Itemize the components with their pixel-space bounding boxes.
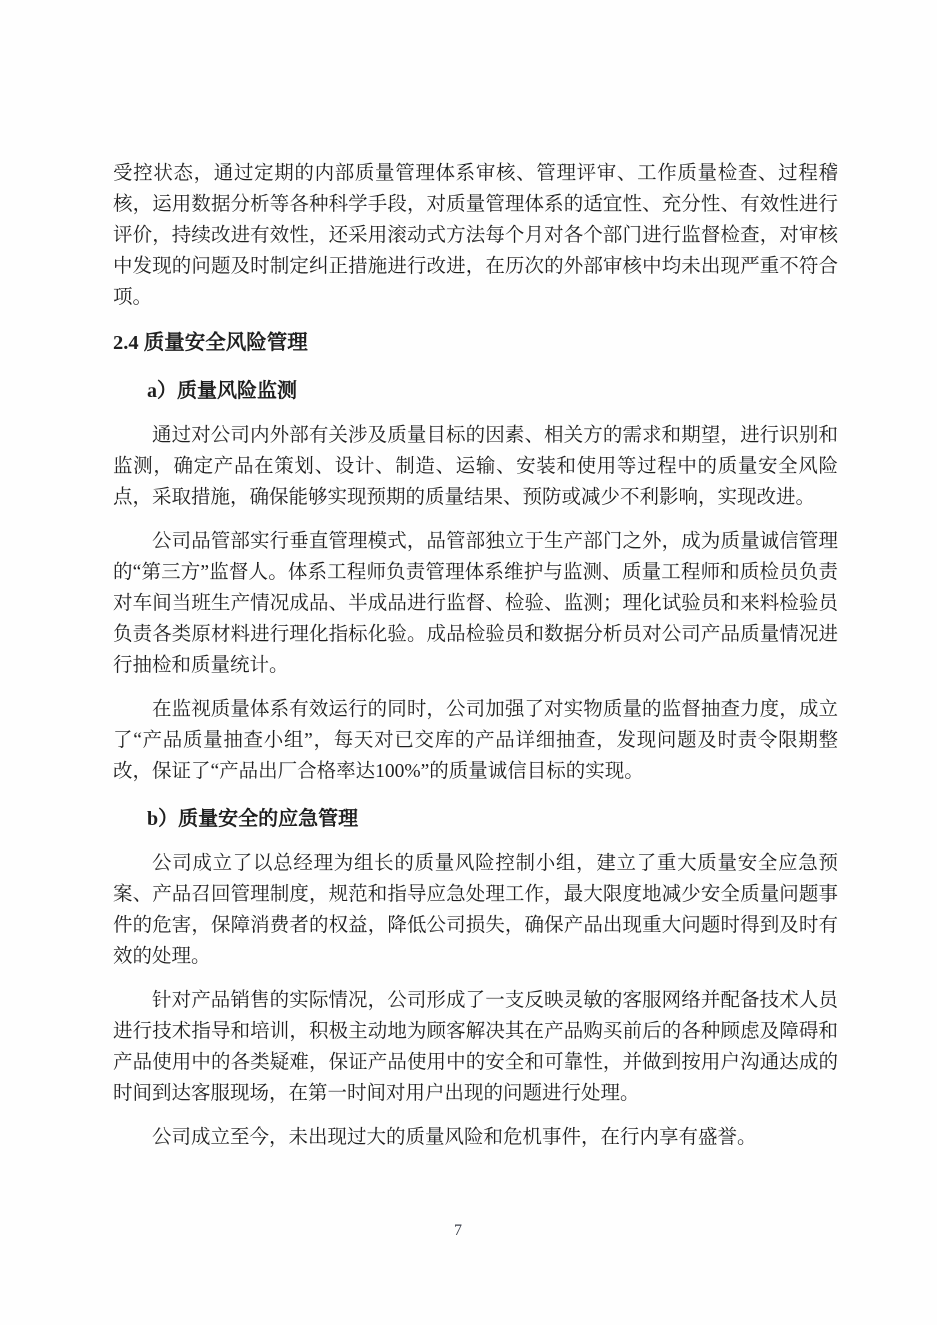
page-number: 7 xyxy=(454,1222,462,1239)
paragraph-a-3: 在监视质量体系有效运行的同时，公司加强了对实物质量的监督抽查力度，成立了“产品质量抽查小组”，每天对已交库的产品详细抽查，发现问题及时责令限期整改，保证了“产品出厂合格率达100%”的质量诚信目标的实现。 xyxy=(113,699,838,782)
paragraph-a-1: 通过对公司内外部有关涉及质量目标的因素、相关方的需求和期望，进行识别和监测，确定产品在策划、设计、制造、运输、安装和使用等过程中的质量安全风险点，采取措施，确保能够实现预期的质量结果、预防或减少不利影响，实现改进。 xyxy=(113,425,838,508)
paragraph-b-1: 公司成立了以总经理为组长的质量风险控制小组，建立了重大质量安全应急预案、产品召回管理制度，规范和指导应急处理工作，最大限度地减少安全质量问题事件的危害，保障消费者的权益，降低公司损失，确保产品出现重大问题时得到及时有效的处理。 xyxy=(113,853,838,967)
paragraph-a-2: 公司品管部实行垂直管理模式，品管部独立于生产部门之外，成为质量诚信管理的“第三方”监督人。体系工程师负责管理体系维护与监测、质量工程师和质检员负责对车间当班生产情况成品、半成品进行监督、检验、监测；理化试验员和来料检验员负责各类原材料进行理化指标化验。成品检验员和数据分析员对公司产品质量情况进行抽检和质量统计。 xyxy=(113,531,838,676)
subsection-heading-b: b）质量安全的应急管理 xyxy=(147,808,359,830)
intro-paragraph: 受控状态，通过定期的内部质量管理体系审核、管理评审、工作质量检查、过程稽核，运用数据分析等各种科学手段，对质量管理体系的适宜性、充分性、有效性进行评价，持续改进有效性，还采用滚动式方法每个月对各个部门进行监督检查，对审核中发现的问题及时制定纠正措施进行改进，在历次的外部审核中均未出现严重不符合项。 xyxy=(113,163,838,308)
paragraph-b-2: 针对产品销售的实际情况，公司形成了一支反映灵敏的客服网络并配备技术人员进行技术指导和培训，积极主动地为顾客解决其在产品购买前后的各种顾虑及障碍和产品使用中的各类疑难，保证产品使用中的安全和可靠性，并做到按用户沟通达成的时间到达客服现场，在第一时间对用户出现的问题进行处理。 xyxy=(113,990,838,1104)
paragraph-b-3: 公司成立至今，未出现过大的质量风险和危机事件，在行内享有盛誉。 xyxy=(152,1127,757,1148)
document-content xyxy=(113,158,838,1166)
section-heading-2-4: 2.4 质量安全风险管理 xyxy=(113,332,308,354)
subsection-heading-a: a）质量风险监测 xyxy=(147,380,297,402)
